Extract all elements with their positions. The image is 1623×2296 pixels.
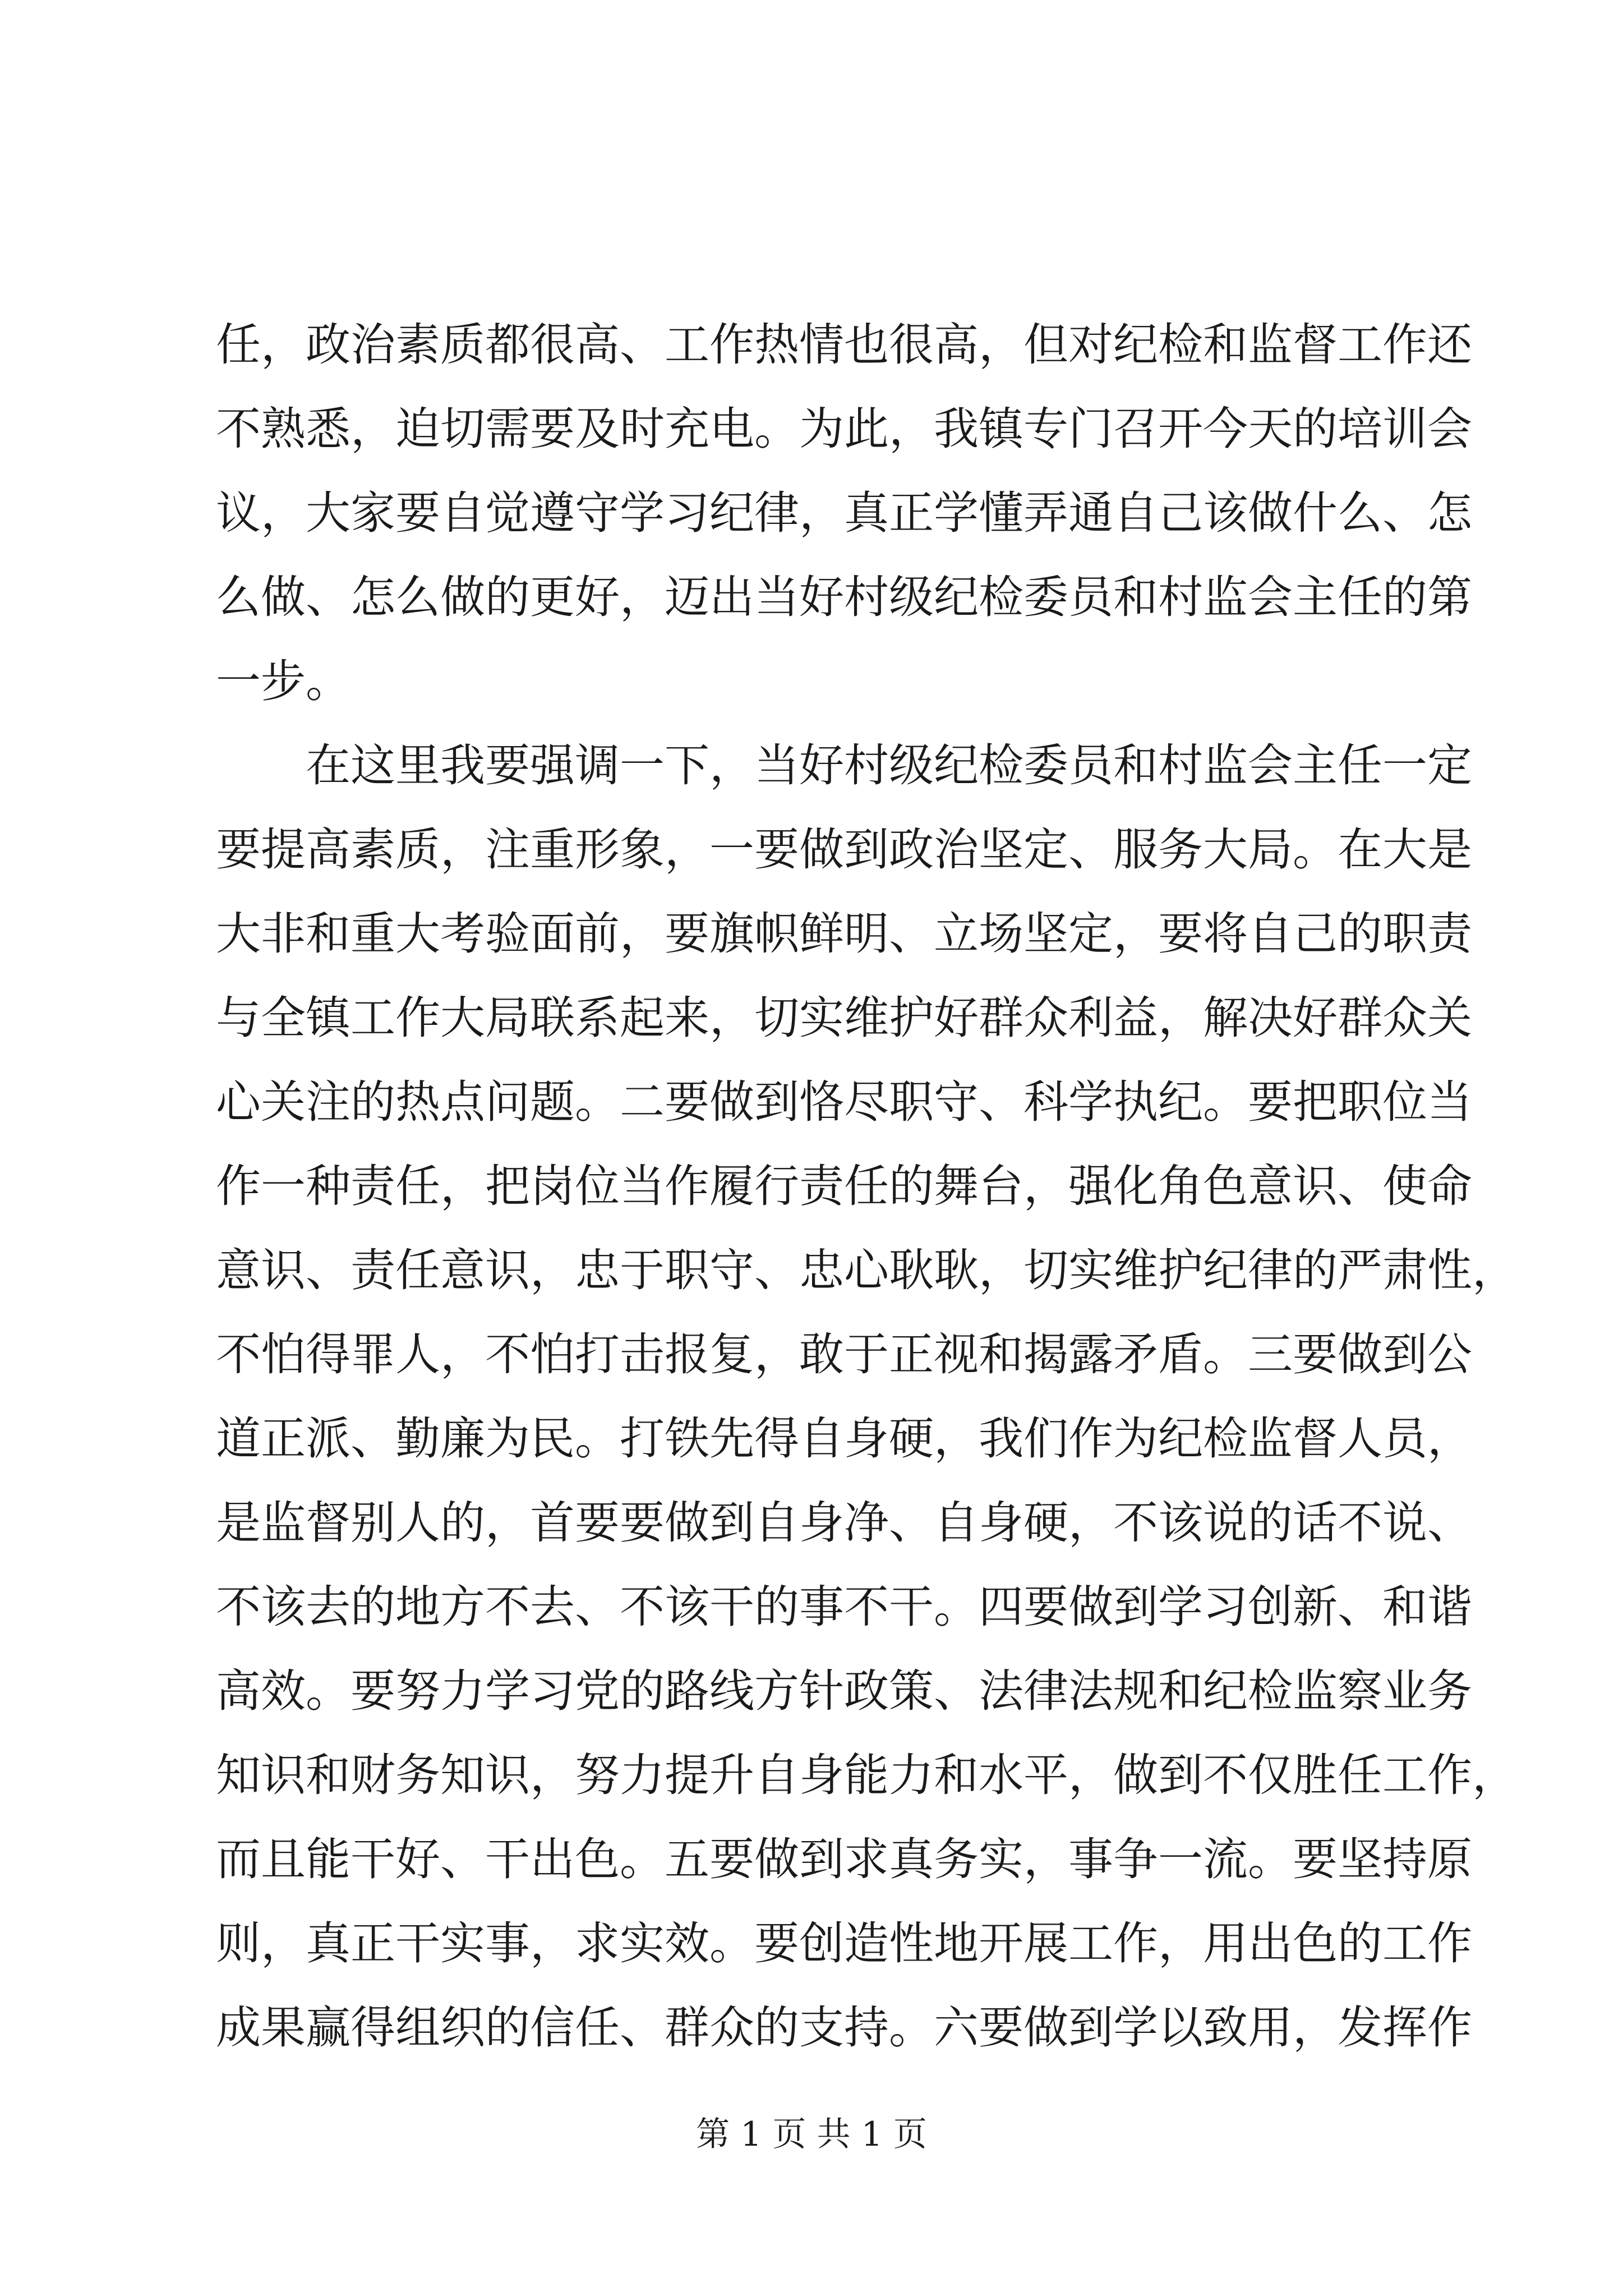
- text-line: 与全镇工作大局联系起来，切实维护好群众利益，解决好群众关: [216, 992, 1472, 1044]
- text-line: 要提高素质，注重形象，一要做到政治坚定、服务大局。在大是: [216, 823, 1472, 876]
- text-line: 知识和财务知识，努力提升自身能力和水平，做到不仅胜任工作，: [216, 1749, 1517, 1801]
- text-line: 议，大家要自觉遵守学习纪律，真正学懂弄通自己该做什么、怎: [216, 487, 1472, 539]
- text-line: 意识、责任意识，忠于职守、忠心耿耿，切实维护纪律的严肃性，: [216, 1244, 1517, 1296]
- text-line: 不怕得罪人，不怕打击报复，敢于正视和揭露矛盾。三要做到公: [216, 1328, 1472, 1381]
- text-line: 作一种责任，把岗位当作履行责任的舞台，强化角色意识、使命: [216, 1160, 1472, 1212]
- text-line: 是监督别人的，首要要做到自身净、自身硬，不该说的话不说、: [216, 1497, 1472, 1549]
- page-footer: 第 1 页 共 1 页: [696, 2115, 927, 2154]
- text-line: 而且能干好、干出色。五要做到求真务实，事争一流。要坚持原: [216, 1833, 1472, 1885]
- paragraph-first-line: 在这里我要强调一下，当好村级纪检委员和村监会主任一定: [306, 739, 1472, 792]
- text-line: 不熟悉，迫切需要及时充电。为此，我镇专门召开今天的培训会: [216, 403, 1472, 455]
- text-line: 则，真正干实事，求实效。要创造性地开展工作，用出色的工作: [216, 1917, 1472, 1970]
- text-line: 高效。要努力学习党的路线方针政策、法律法规和纪检监察业务: [216, 1665, 1472, 1717]
- text-line: 心关注的热点问题。二要做到恪尽职守、科学执纪。要把职位当: [216, 1076, 1472, 1128]
- text-line: 成果赢得组织的信任、群众的支持。六要做到学以致用，发挥作: [216, 2001, 1472, 2054]
- text-line: 一步。: [216, 655, 351, 707]
- text-line: 么做、怎么做的更好，迈出当好村级纪检委员和村监会主任的第: [216, 571, 1472, 623]
- text-line: 任，政治素质都很高、工作热情也很高，但对纪检和监督工作还: [216, 319, 1472, 371]
- text-line: 道正派、勤廉为民。打铁先得自身硬，我们作为纪检监督人员，: [216, 1412, 1472, 1465]
- text-line: 大非和重大考验面前，要旗帜鲜明、立场坚定，要将自己的职责: [216, 908, 1472, 960]
- text-line: 不该去的地方不去、不该干的事不干。四要做到学习创新、和谐: [216, 1581, 1472, 1633]
